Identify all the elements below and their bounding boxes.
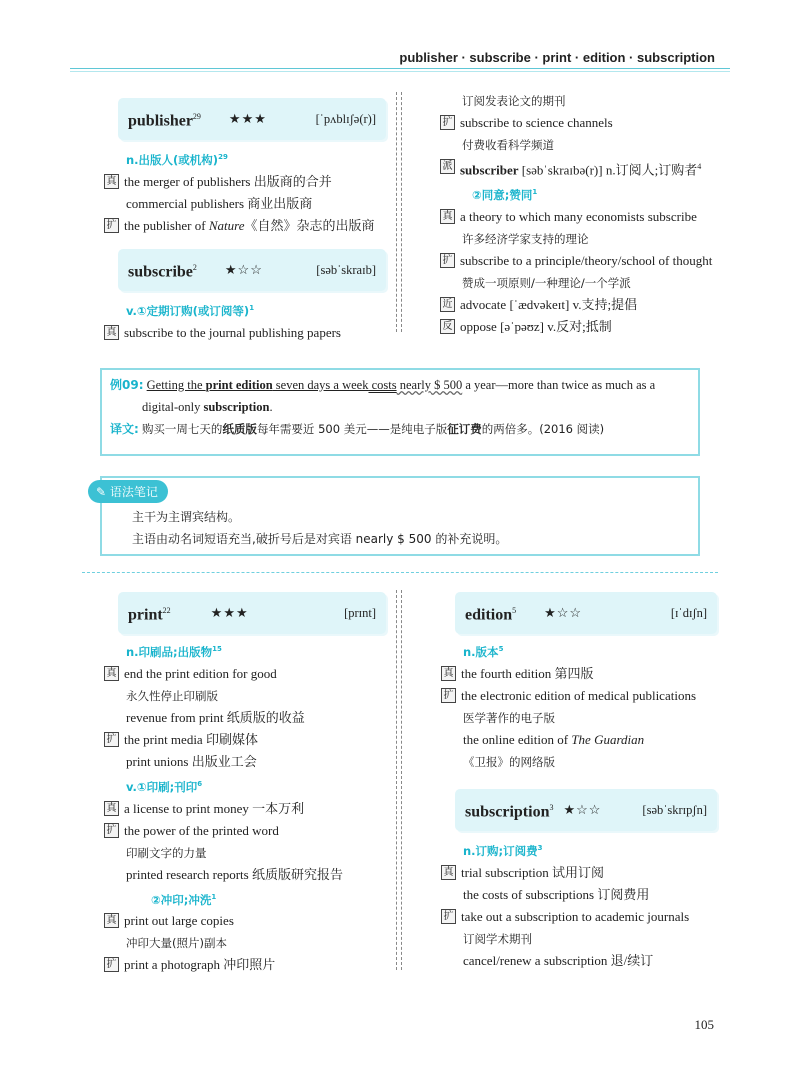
column-divider (396, 590, 402, 970)
real-exam-tag: 真 (104, 666, 119, 681)
part-of-speech: v.①印刷;刊印$^6$ (126, 779, 203, 794)
part-of-speech: n.出版人(或机构)$^{29}$ (126, 152, 228, 167)
frequency-stars: ★★★ (210, 605, 249, 620)
grammar-note-text: 主干为主谓宾结构。 主语由动名词短语充当,破折号后是对宾语 nearly $ 500 的补充说明。 (132, 510, 508, 546)
example-line: 医学著作的电子版 (463, 710, 555, 725)
real-exam-tag: 真 (104, 325, 119, 340)
real-exam-tag: 真 (104, 801, 119, 816)
example-line: 真 the fourth edition 第四版 (441, 663, 717, 685)
example-line: print unions 出版业工会 (126, 753, 257, 769)
frequency-stars: ★★★ (228, 111, 267, 126)
example-line: 扩 print a photograph 冲印照片 (104, 954, 386, 976)
extension-tag: 扩 (104, 732, 119, 747)
real-exam-tag: 真 (104, 174, 119, 189)
example-line: 冲印大量(照片)副本 (126, 936, 227, 951)
example-line: cancel/renew a subscription 退/续订 (463, 952, 654, 968)
translation-label: 译文: (110, 422, 139, 436)
example-label: 例09: (110, 378, 144, 392)
extension-tag: 扩 (104, 218, 119, 233)
phonetic: [səbˈskraɪb] (316, 262, 376, 277)
real-exam-tag: 真 (441, 666, 456, 681)
headword: subscribe$^2$ (128, 262, 197, 280)
antonym-tag: 反 (440, 319, 455, 334)
example-line: 《卫报》的网络版 (463, 754, 555, 769)
example-line: printed research reports 纸质版研究报告 (126, 866, 343, 882)
headword-box (118, 592, 386, 634)
entry-print (106, 592, 386, 976)
page-number: 105 (694, 1017, 714, 1032)
frequency-stars: ★☆☆ (544, 605, 583, 620)
entry-publisher (106, 98, 386, 344)
example-line: 扩 the print media 印刷媒体 (104, 729, 386, 751)
header-rule (70, 68, 730, 72)
example-line: 扩 the electronic edition of medical publications (441, 685, 717, 707)
headword-box (118, 98, 386, 140)
extension-tag: 扩 (441, 909, 456, 924)
real-exam-tag: 真 (440, 209, 455, 224)
part-of-speech: ②冲印;冲洗$^1$ (151, 892, 217, 907)
grammar-note-box (96, 476, 700, 556)
synonym-line: 近 advocate [ˈædvəkeɪt] v.支持;提倡 (440, 294, 730, 316)
antonym-line: 反 oppose [əˈpəʊz] v.反对;抵制 (440, 316, 730, 338)
part-of-speech: ②同意;赞同$^1$ (472, 188, 538, 203)
part-of-speech: n.印刷品;出版物$^{15}$ (126, 644, 222, 659)
example-sentence: 例09: Getting the print edition seven days a week costs nearly $ 500 a year—more than twice as much as a digital-only subscription. 译文: 购买一周七天的纸质版每年需要近 500 美元——是纯电子版征订费的两倍多。(2016 阅读) (110, 378, 656, 436)
example-line: the costs of subscriptions 订阅费用 (463, 886, 650, 902)
phonetic: [prɪnt] (344, 606, 376, 620)
example-line: 扩 subscribe to a principle/theory/school of thought (440, 250, 730, 272)
example-line: 真 a theory to which many economists subscribe (440, 206, 730, 228)
extension-tag: 扩 (440, 115, 455, 130)
headword-box (455, 592, 717, 634)
frequency-stars: ★☆☆ (224, 261, 263, 277)
headword-box (455, 789, 717, 831)
synonym-tag: 近 (440, 297, 455, 312)
part-of-speech: n.订购;订阅费$^3$ (463, 843, 543, 858)
example-line: 扩 subscribe to science channels (440, 112, 730, 134)
example-line: 许多经济学家支持的理论 (462, 232, 589, 247)
example-line: 赞成一项原则/一种理论/一个学派 (462, 276, 631, 291)
column-divider (396, 92, 402, 332)
entry-edition (443, 592, 717, 972)
part-of-speech: n.版本$^5$ (463, 644, 504, 659)
derivative-tag: 派 (440, 159, 455, 174)
derivative-line: 派 subscriber [səbˈskraɪbə(r)] n.订阅人;订购者$^4$ (440, 156, 730, 181)
phonetic: [səbˈskrɪpʃn] (642, 802, 707, 817)
grammar-note-badge: ✎ 语法笔记 (88, 480, 168, 503)
running-header: publisher · subscribe · print · edition · subscription (399, 50, 715, 65)
extension-tag: 扩 (440, 253, 455, 268)
example-sentence-box (100, 368, 700, 456)
example-line: 扩 take out a subscription to academic journals (441, 906, 717, 928)
example-line: 付费收看科学频道 (462, 138, 554, 152)
example-line: 永久性停止印刷版 (126, 688, 218, 703)
headword: publisher$^{29}$ (128, 111, 201, 130)
example-line: 订阅发表论文的期刊 (462, 94, 566, 108)
example-line: 扩 the publisher of Nature《自然》杂志的出版商 (104, 215, 386, 237)
phonetic: [ɪˈdɪʃn] (670, 606, 707, 620)
real-exam-tag: 真 (441, 865, 456, 880)
real-exam-tag: 真 (104, 913, 119, 928)
headword: edition$^5$ (465, 605, 517, 624)
part-of-speech: v.①定期订购(或订阅等)$^1$ (126, 303, 255, 318)
headword: print$^{22}$ (128, 605, 171, 624)
headword: subscription$^3$ (465, 802, 554, 820)
example-line: commercial publishers 商业出版商 (126, 195, 313, 211)
extension-tag: 扩 (104, 823, 119, 838)
extension-tag: 扩 (104, 957, 119, 972)
frequency-stars: ★☆☆ (563, 801, 602, 817)
phonetic: [ˈpʌblɪʃə(r)] (315, 112, 376, 126)
extension-tag: 扩 (441, 688, 456, 703)
example-line: the online edition of The Guardian (463, 731, 645, 747)
example-line: 真 subscribe to the journal publishing papers (104, 322, 386, 344)
example-line: 真 end the print edition for good (104, 663, 386, 685)
example-line: 印刷文字的力量 (126, 845, 207, 860)
example-line: 扩 the power of the printed word (104, 820, 386, 842)
example-line: revenue from print 纸质版的收益 (126, 709, 305, 725)
example-line: 真 a license to print money 一本万利 (104, 798, 386, 820)
example-line: 订阅学术期刊 (463, 931, 532, 946)
example-line: 真 print out large copies (104, 910, 386, 932)
example-line: 真 the merger of publishers 出版商的合并 (104, 171, 386, 193)
section-separator (82, 572, 718, 573)
example-line: 真 trial subscription 试用订阅 (441, 862, 717, 884)
headword-box (118, 249, 386, 291)
entry-subscribe-cont (440, 90, 730, 338)
